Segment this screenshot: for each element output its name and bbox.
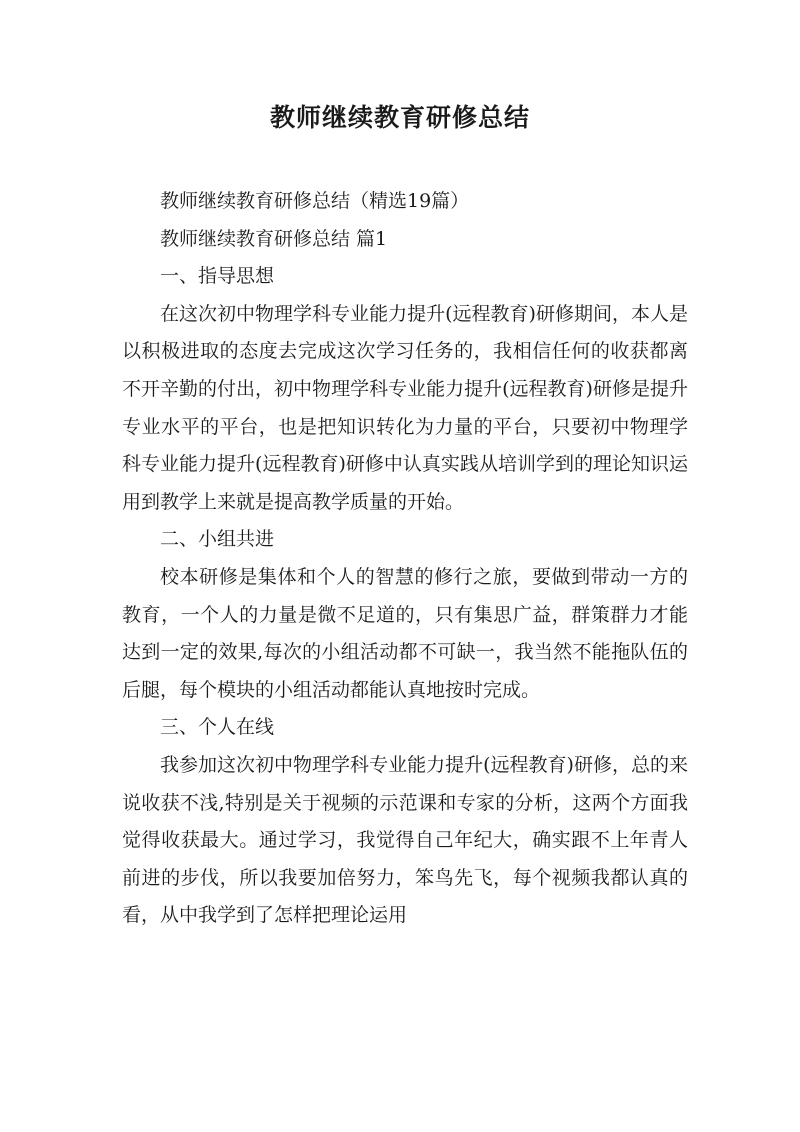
heading-group-progress: 二、小组共进 [160,528,275,551]
section-heading-paragraph: 教师继续教育研修总结 篇1 [160,227,388,250]
body-paragraph: 在这次初中物理学科专业能力提升(远程教育)研修期间，本人是以积极进取的态度去完成这次学习任务的，我相信任何的收获都离不开辛勤的付出，初中物理学科专业能力提升(远程教育)研修是提升专业水平的平台，也是把知识转化为力量的平台，只要初中物理学科专业能力提升(远程教育)研修中认真实践从培训学到的理论知识运用到教学上来就是提高教学质量的开始。 [122,302,688,513]
document-body [122,183,688,935]
heading-guiding-thought: 一、指导思想 [160,265,275,288]
body-paragraph: 校本研修是集体和个人的智慧的修行之旅，要做到带动一方的教育，一个人的力量是微不足道的，只有集思广益，群策群力才能达到一定的效果,每次的小组活动都不可缺一，我当然不能拖队伍的后腿，每个模块的小组活动都能认真地按时完成。 [122,565,688,701]
body-paragraph: 我参加这次初中物理学科专业能力提升(远程教育)研修，总的来说收获不浅,特别是关于视频的示范课和专家的分析，这两个方面我觉得收获最大。通过学习，我觉得自己年纪大，确实跟不上年青人前进的步伐，所以我要加倍努力，笨鸟先飞，每个视频我都认真的看，从中我学到了怎样把理论运用 [122,753,688,927]
subtitle-paragraph: 教师继续教育研修总结（精选19篇） [160,190,470,212]
heading-personal-online: 三、个人在线 [160,716,275,739]
document-title: 教师继续教育研修总结 [269,103,530,132]
